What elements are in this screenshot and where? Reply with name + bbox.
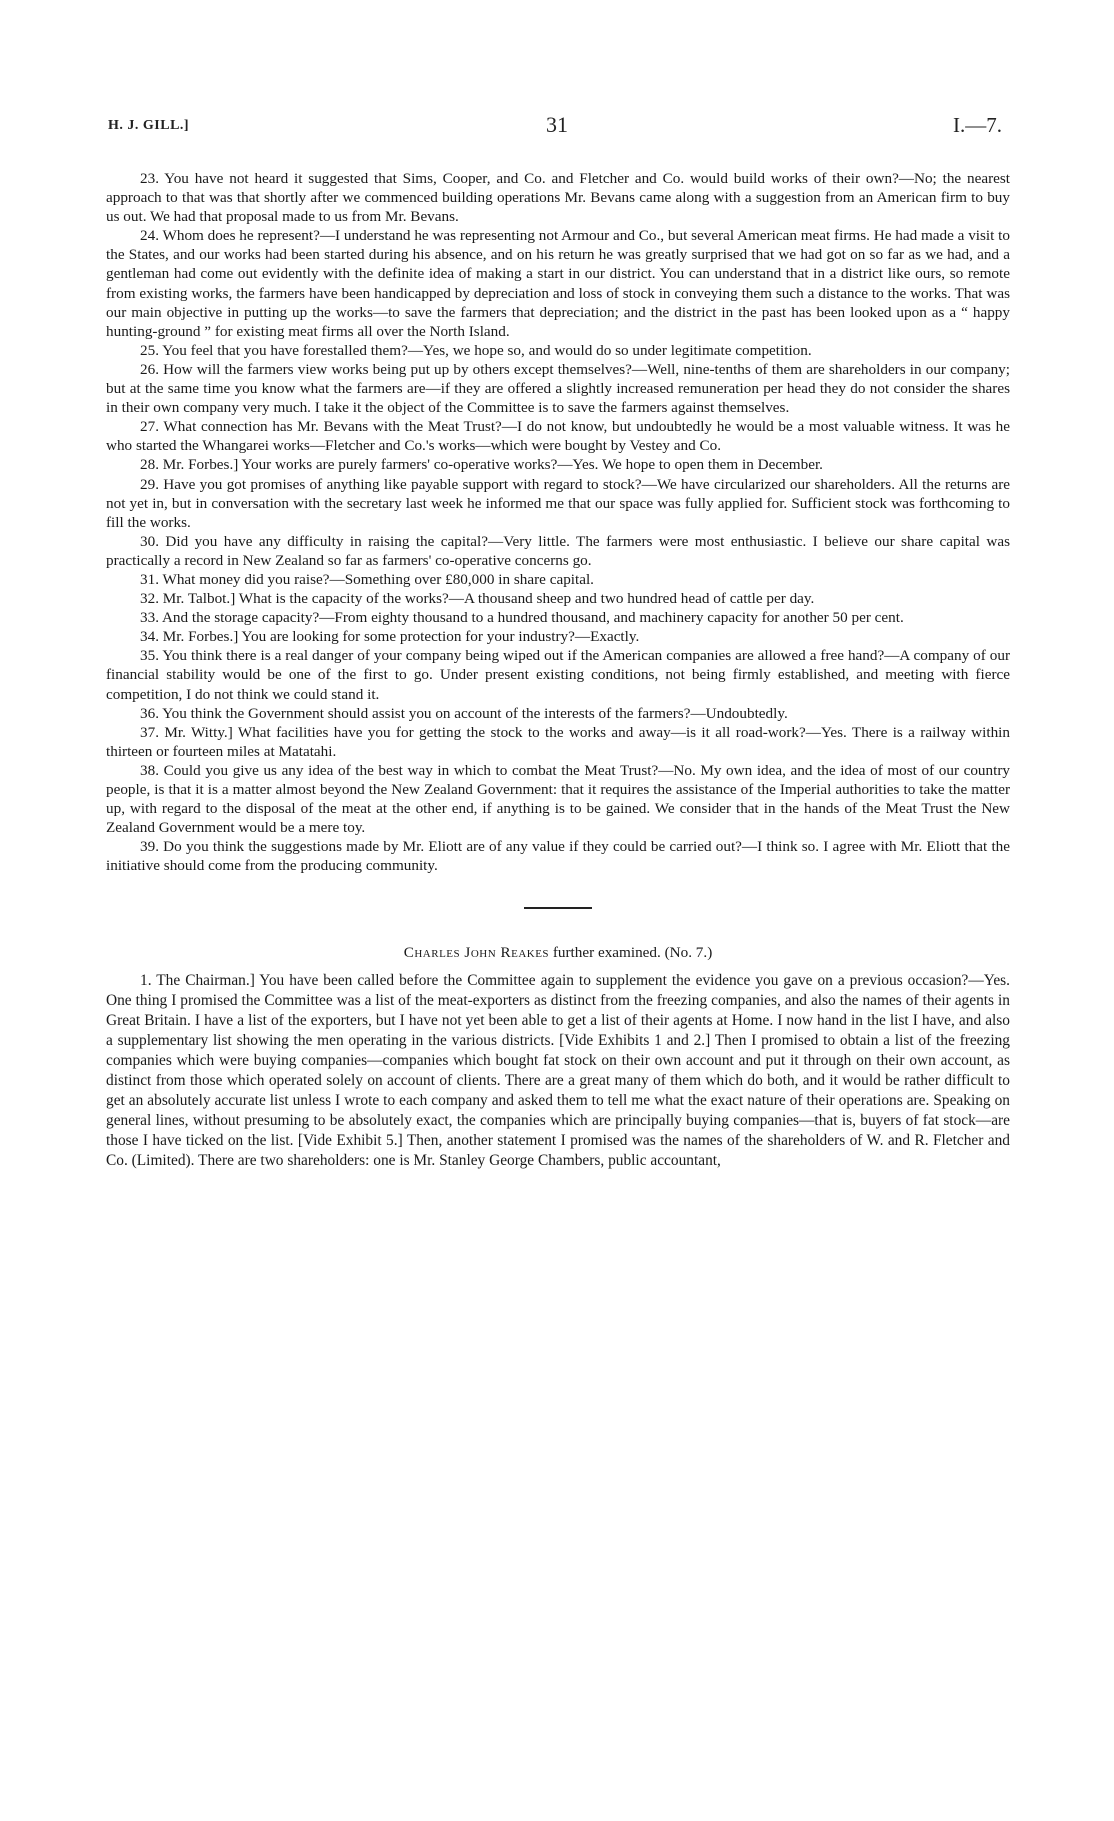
- paragraph-27: 27. What connection has Mr. Bevans with the Meat Trust?—I do not know, but undoubtedly he would be a most valuable witness. It was he who started the Whangarei works—Fletcher and Co.'s works—which were bought by Vestey and Co.: [106, 418, 1010, 455]
- reakes-paragraph-1: 1. The Chairman.] You have been called before the Committee again to supplement the evidence you gave on a previous occasion?—Yes. One thing I promised the Committee was a list of the meat-exporters as distinct from the freezing companies, and also the names of their agents in Great Britain. I have a list of the exporters, but I have not yet been able to get a list of their agents at Home. I now hand in the list I have, and also a supplementary list showing the men operating in the various districts. [Vide Exhibits 1 and 2.] Then I promised to obtain a list of the freezing companies which were buying companies—companies which bought fat stock on their own account and put it through on their own account, as distinct from those which operated solely on account of clients. There are a great many of them which do both, and it would be rather difficult to get an absolutely accurate list unless I wrote to each company and asked them to tell me what the exact nature of their operations are. Speaking on general lines, without presuming to be absolutely exact, the companies which are principally buying companies—that is, buyers of fat stock—are those I have ticked on the list. [Vide Exhibit 5.] Then, another statement I promised was the names of the shareholders of W. and R. Fletcher and Co. (Limited). There are two shareholders: one is Mr. Stanley George Chambers, public accountant,: [106, 971, 1010, 1169]
- paragraph-25: 25. You feel that you have forestalled them?—Yes, we hope so, and would do so under legitimate competition.: [140, 341, 812, 359]
- paragraph-39: 39. Do you think the suggestions made by Mr. Eliott are of any value if they could be carried out?—I think so. I agree with Mr. Eliott that the initiative should come from the producing community.: [106, 838, 1010, 875]
- section-divider: [524, 907, 592, 909]
- document-reference: I.—7.: [953, 113, 1002, 137]
- witness-name: Charles John Reakes: [403, 944, 550, 962]
- page-number: 31: [546, 112, 568, 137]
- header-witness-name: H. J. GILL.]: [108, 118, 190, 133]
- paragraph-31: 31. What money did you raise?—Something over £80,000 in share capital.: [140, 570, 594, 588]
- paragraph-32: 32. Mr. Talbot.] What is the capacity of the works?—A thousand sheep and two hundred head of cattle per day.: [140, 590, 815, 608]
- document-body: [106, 169, 1010, 1171]
- witness-heading-rest: further examined. (No. 7.): [549, 944, 713, 962]
- witness-heading: [106, 943, 1010, 962]
- paragraph-24: 24. Whom does he represent?—I understand he was representing not Armour and Co., but several American meat firms. He had made a visit to the States, and our works had been started during his absence, and on his return he was greatly surprised that we had got on so far as we had, and a gentleman had come out evidently with the definite idea of making a start in our district. You can understand that in a district like ours, so remote from existing works, the farmers have been handicapped by depreciation and loss of stock in conveying them such a distance to the works. That was our main objective in putting up the works—to save the farmers that depreciation; and the district in the past has been looked upon as a “ happy hunting-ground ” for existing meat firms all over the North Island.: [106, 227, 1010, 340]
- paragraph-36: 36. You think the Government should assist you on account of the interests of the farmers?—Undoubtedly.: [140, 704, 788, 722]
- paragraph-37: 37. Mr. Witty.] What facilities have you for getting the stock to the works and away—is it all road-work?—Yes. There is a railway within thirteen or fourteen miles at Matatahi.: [106, 723, 1010, 760]
- paragraph-30: 30. Did you have any difficulty in raising the capital?—Very little. The farmers were most enthusiastic. I believe our share capital was practically a record in New Zealand so far as farmers' co-operative concerns go.: [106, 532, 1010, 569]
- paragraph-34: 34. Mr. Forbes.] You are looking for some protection for your industry?—Exactly.: [140, 628, 640, 646]
- paragraph-26: 26. How will the farmers view works being put up by others except themselves?—Well, nine-tenths of them are shareholders in our company; but at the same time you know what the farmers are—if they are offered a slightly increased remuneration per head they do not consider the shares in their own company very much. I take it the object of the Committee is to save the farmers against themselves.: [106, 360, 1010, 417]
- paragraph-33: 33. And the storage capacity?—From eighty thousand to a hundred thousand, and machinery capacity for another 50 per cent.: [140, 609, 904, 627]
- paragraph-23: 23. You have not heard it suggested that Sims, Cooper, and Co. and Fletcher and Co. would build works of their own?—No; the nearest approach to that was that shortly after we commenced building operations Mr. Bevans came along with a suggestion from an American firm to buy us out. We had that proposal made to us from Mr. Bevans.: [106, 170, 1010, 226]
- paragraph-38: 38. Could you give us any idea of the best way in which to combat the Meat Trust?—No. My own idea, and the idea of most of our country people, is that it is a matter almost beyond the New Zealand Government: that it requires the assistance of the Imperial authorities to take the matter up, with regard to the disposal of the meat at the other end, if anything is to be gained. We consider that in the hands of the Meat Trust the New Zealand Government would be a mere toy.: [106, 761, 1010, 837]
- paragraph-28: 28. Mr. Forbes.] Your works are purely farmers' co-operative works?—Yes. We hope to open them in December.: [140, 456, 823, 474]
- paragraph-35: 35. You think there is a real danger of your company being wiped out if the American companies are allowed a free hand?—A company of our financial stability would be one of the first to go. Under present existing conditions, not being firmly established, and meeting with fierce competition, I do not think we could stand it.: [106, 647, 1010, 703]
- paragraph-29: 29. Have you got promises of anything like payable support with regard to stock?—We have circularized our shareholders. All the returns are not yet in, but in conversation with the secretary last week he informed me that our space was fully applied for. Sufficient stock was forthcoming to fill the works.: [106, 475, 1010, 531]
